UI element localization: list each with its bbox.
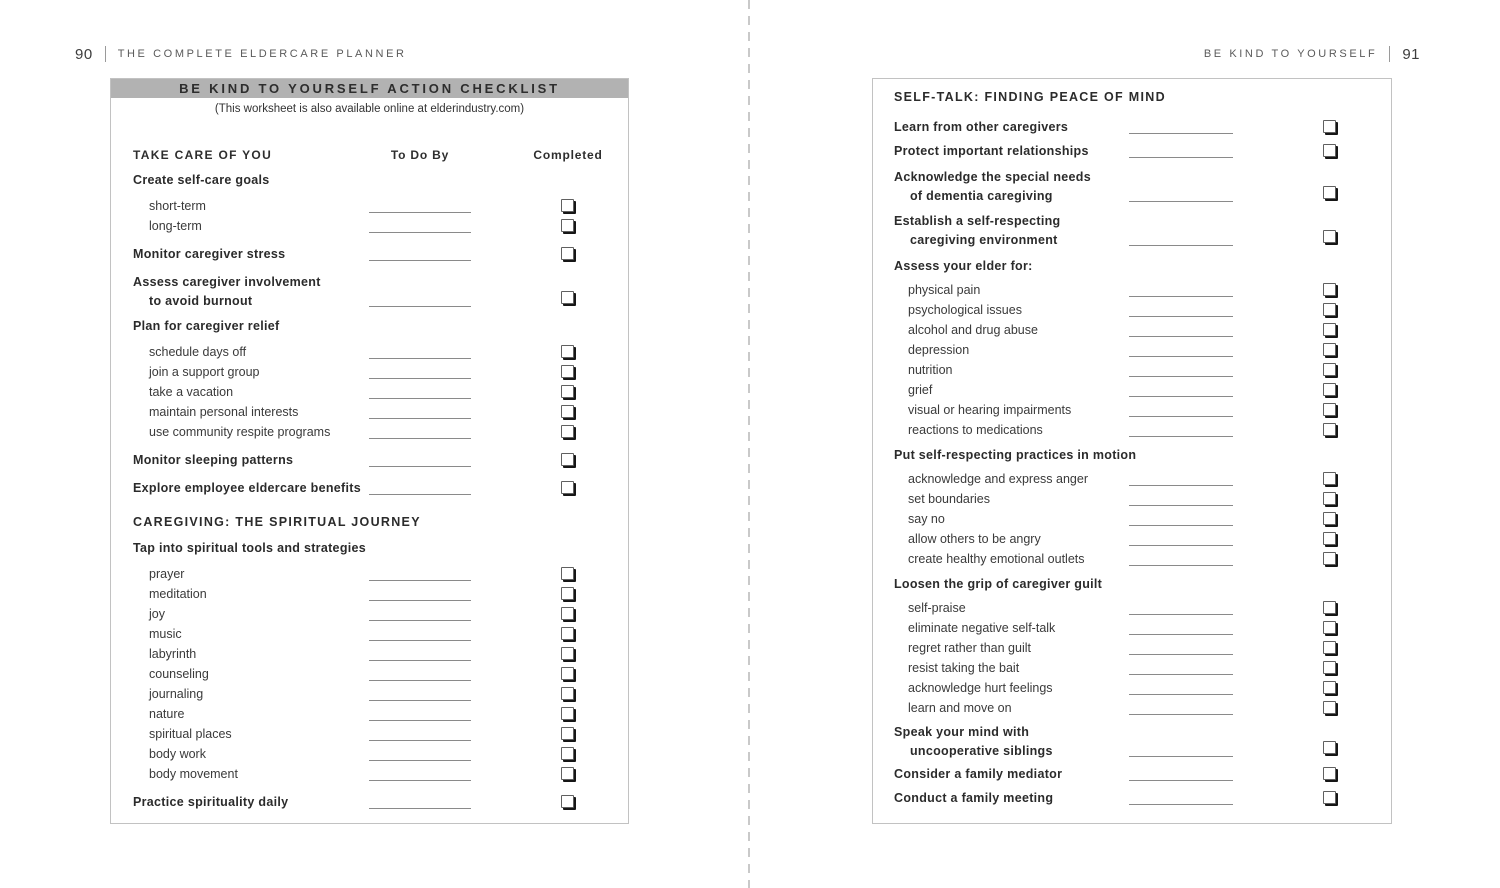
completed-checkbox[interactable]	[1323, 601, 1336, 614]
checklist-item-label: Put self-respecting practices in motion	[894, 448, 1137, 462]
todo-by-blank-line[interactable]	[369, 680, 471, 681]
checklist-item-label: grief	[908, 383, 933, 397]
todo-by-blank-line[interactable]	[1129, 804, 1233, 805]
right-running-head	[1204, 44, 1420, 64]
checklist-item-label: nature	[149, 707, 185, 721]
checklist-row	[111, 316, 628, 336]
checklist-row	[873, 360, 1391, 380]
completed-checkbox[interactable]	[1323, 791, 1336, 804]
checklist-item-label: CAREGIVING: THE SPIRITUAL JOURNEY	[133, 515, 421, 529]
completed-checkbox[interactable]	[1323, 767, 1336, 780]
checklist-item-label: Monitor sleeping patterns	[133, 453, 294, 467]
todo-by-blank-line[interactable]	[1129, 336, 1233, 337]
todo-by-blank-line[interactable]	[369, 438, 471, 439]
completed-checkbox[interactable]	[1323, 120, 1336, 133]
checklist-row	[873, 574, 1391, 594]
checklist-row	[111, 382, 628, 402]
completed-checkbox[interactable]	[561, 687, 574, 700]
todo-by-blank-line[interactable]	[1129, 157, 1233, 158]
running-head-separator	[105, 46, 106, 62]
checklist-row	[873, 380, 1391, 400]
checklist-item-label: use community respite programs	[149, 425, 331, 439]
checklist-item-label: Monitor caregiver stress	[133, 247, 286, 261]
checklist-row	[873, 280, 1391, 300]
checklist-item-label: labyrinth	[149, 647, 197, 661]
checklist-item-label: Acknowledge the special needs of dementia caregiving	[894, 170, 1091, 203]
completed-checkbox[interactable]	[561, 425, 574, 438]
checklist-row	[873, 167, 1391, 205]
checklist-item-label: body work	[149, 747, 206, 761]
completed-checkbox[interactable]	[561, 453, 574, 466]
checklist-item-label: reactions to medications	[908, 423, 1043, 437]
checklist-item-label: Learn from other caregivers	[894, 120, 1069, 134]
checklist-item-label: Explore employee eldercare benefits	[133, 481, 361, 495]
checklist-row	[111, 216, 628, 236]
checklist-row	[111, 244, 628, 264]
checklist-item-label: Practice spirituality daily	[133, 795, 289, 809]
checklist-item-label: maintain personal interests	[149, 405, 299, 419]
completed-checkbox[interactable]	[561, 405, 574, 418]
checklist-item-label: Assess your elder for:	[894, 259, 1033, 273]
todo-by-blank-line[interactable]	[369, 720, 471, 721]
checklist-row	[111, 604, 628, 624]
left-checklist-rows	[111, 79, 628, 812]
todo-by-blank-line[interactable]	[369, 398, 471, 399]
todo-by-blank-line[interactable]	[1129, 756, 1233, 757]
checklist-item-label: Speak your mind with uncooperative siblings	[894, 725, 1053, 758]
todo-by-blank-line[interactable]	[1129, 654, 1233, 655]
todo-by-blank-line[interactable]	[369, 660, 471, 661]
todo-by-blank-line[interactable]	[1129, 296, 1233, 297]
todo-by-blank-line[interactable]	[369, 358, 471, 359]
checklist-row	[873, 722, 1391, 760]
checklist-row	[873, 598, 1391, 618]
todo-by-blank-line[interactable]	[369, 640, 471, 641]
completed-checkbox[interactable]	[561, 481, 574, 494]
todo-by-blank-line[interactable]	[1129, 485, 1233, 486]
completed-checkbox[interactable]	[561, 345, 574, 358]
completed-checkbox[interactable]	[1323, 661, 1336, 674]
completed-checkbox[interactable]	[561, 567, 574, 580]
completed-checkbox[interactable]	[561, 607, 574, 620]
left-running-head-title: THE COMPLETE ELDERCARE PLANNER	[117, 48, 407, 60]
checklist-row	[873, 400, 1391, 420]
checklist-row	[873, 788, 1391, 808]
checklist-item-label: acknowledge and express anger	[908, 472, 1088, 486]
checklist-item-label: learn and move on	[908, 701, 1012, 715]
checklist-item-label: Protect important relationships	[894, 144, 1089, 158]
todo-by-blank-line[interactable]	[1129, 133, 1233, 134]
checklist-item-label: join a support group	[149, 365, 260, 379]
todo-by-blank-line[interactable]	[1129, 316, 1233, 317]
completed-checkbox[interactable]	[1323, 383, 1336, 396]
checklist-row	[111, 342, 628, 362]
worksheet-subtitle: (This worksheet is also available online at elderindustry.com)	[214, 103, 525, 115]
column-header-take-care-of-you: TAKE CARE OF YOU	[133, 148, 273, 162]
todo-by-blank-line[interactable]	[369, 466, 471, 467]
checklist-item-label: Establish a self-respecting caregiving environment	[894, 214, 1061, 247]
checklist-row	[111, 512, 628, 532]
checklist-item-label: joy	[149, 607, 165, 621]
completed-checkbox[interactable]	[1323, 472, 1336, 485]
checklist-item-label: visual or hearing impairments	[908, 403, 1072, 417]
checklist-item-label: set boundaries	[908, 492, 991, 506]
checklist-row	[111, 704, 628, 724]
checklist-row	[111, 422, 628, 442]
todo-by-blank-line[interactable]	[1129, 614, 1233, 615]
completed-checkbox[interactable]	[561, 587, 574, 600]
completed-checkbox[interactable]	[1323, 230, 1336, 243]
completed-checkbox[interactable]	[1323, 144, 1336, 157]
checklist-row	[873, 549, 1391, 569]
checklist-row	[111, 664, 628, 684]
completed-checkbox[interactable]	[1323, 641, 1336, 654]
running-head-separator	[1389, 46, 1390, 62]
todo-by-blank-line[interactable]	[1129, 694, 1233, 695]
completed-checkbox[interactable]	[561, 199, 574, 212]
checklist-item-label: physical pain	[908, 283, 981, 297]
completed-checkbox[interactable]	[561, 219, 574, 232]
todo-by-blank-line[interactable]	[369, 808, 471, 809]
checklist-row	[111, 684, 628, 704]
checklist-row	[111, 538, 628, 558]
completed-checkbox[interactable]	[1323, 492, 1336, 505]
checklist-item-label: regret rather than guilt	[908, 641, 1031, 655]
page-gutter-divider	[748, 0, 750, 888]
checklist-row	[873, 420, 1391, 440]
checklist-item-label: short-term	[149, 199, 206, 213]
checklist-row	[873, 141, 1391, 161]
checklist-item-label: Tap into spiritual tools and strategies	[133, 541, 367, 555]
checklist-row	[111, 478, 628, 498]
completed-checkbox[interactable]	[1323, 681, 1336, 694]
checklist-item-label: create healthy emotional outlets	[908, 552, 1085, 566]
completed-checkbox[interactable]	[561, 747, 574, 760]
checklist-row	[111, 792, 628, 812]
completed-checkbox[interactable]	[1323, 303, 1336, 316]
checklist-item-label: music	[149, 627, 182, 641]
checklist-row	[873, 340, 1391, 360]
completed-checkbox[interactable]	[1323, 363, 1336, 376]
checklist-row	[873, 509, 1391, 529]
checklist-row	[111, 272, 628, 310]
completed-checkbox[interactable]	[1323, 283, 1336, 296]
completed-checkbox[interactable]	[561, 247, 574, 260]
completed-checkbox[interactable]	[561, 365, 574, 378]
checklist-row	[111, 644, 628, 664]
todo-by-blank-line[interactable]	[369, 418, 471, 419]
checklist-row	[873, 638, 1391, 658]
completed-checkbox[interactable]	[561, 385, 574, 398]
checklist-item-label: alcohol and drug abuse	[908, 323, 1038, 337]
checklist-row	[873, 698, 1391, 718]
completed-checkbox[interactable]	[561, 667, 574, 680]
checklist-item-label: Conduct a family meeting	[894, 791, 1054, 805]
checklist-row	[111, 170, 628, 190]
checklist-row	[111, 744, 628, 764]
checklist-row	[111, 402, 628, 422]
completed-checkbox[interactable]	[1323, 532, 1336, 545]
todo-by-blank-line[interactable]	[1129, 714, 1233, 715]
column-header-completed: Completed	[533, 148, 603, 162]
completed-checkbox[interactable]	[1323, 186, 1336, 199]
checklist-item-label: allow others to be angry	[908, 532, 1041, 546]
completed-checkbox[interactable]	[1323, 343, 1336, 356]
left-running-head	[75, 44, 407, 64]
checklist-item-label: Assess caregiver involvement to avoid burnout	[133, 275, 321, 308]
checklist-row	[873, 469, 1391, 489]
todo-by-blank-line[interactable]	[369, 212, 471, 213]
completed-checkbox[interactable]	[1323, 423, 1336, 436]
checklist-row	[873, 256, 1391, 276]
checklist-row	[111, 450, 628, 470]
completed-checkbox[interactable]	[1323, 701, 1336, 714]
checklist-item-label: self-praise	[908, 601, 966, 615]
completed-checkbox[interactable]	[1323, 552, 1336, 565]
checklist-item-label: Create self-care goals	[133, 173, 270, 187]
checklist-item-label: psychological issues	[908, 303, 1022, 317]
completed-checkbox[interactable]	[561, 647, 574, 660]
checklist-item-label: eliminate negative self-talk	[908, 621, 1056, 635]
checklist-item-label: long-term	[149, 219, 202, 233]
todo-by-blank-line[interactable]	[369, 780, 471, 781]
right-checklist-rows	[873, 79, 1391, 810]
todo-by-blank-line[interactable]	[369, 760, 471, 761]
todo-by-blank-line[interactable]	[369, 260, 471, 261]
right-running-head-title: BE KIND TO YOURSELF	[1203, 48, 1378, 60]
todo-by-blank-line[interactable]	[369, 740, 471, 741]
todo-by-blank-line[interactable]	[1129, 674, 1233, 675]
completed-checkbox[interactable]	[561, 795, 574, 808]
checklist-row	[111, 196, 628, 216]
checklist-item-label: Loosen the grip of caregiver guilt	[894, 577, 1103, 591]
right-worksheet-box	[872, 78, 1392, 824]
checklist-item-label: prayer	[149, 567, 185, 581]
todo-by-blank-line[interactable]	[1129, 436, 1233, 437]
checklist-row	[873, 445, 1391, 465]
worksheet-title: BE KIND TO YOURSELF ACTION CHECKLIST	[111, 79, 628, 98]
todo-by-blank-line[interactable]	[1129, 780, 1233, 781]
todo-by-blank-line[interactable]	[369, 620, 471, 621]
checklist-row	[111, 624, 628, 644]
checklist-item-label: Plan for caregiver relief	[133, 319, 280, 333]
completed-checkbox[interactable]	[1323, 403, 1336, 416]
todo-by-blank-line[interactable]	[369, 580, 471, 581]
checklist-item-label: take a vacation	[149, 385, 234, 399]
checklist-item-label: say no	[908, 512, 945, 526]
completed-checkbox[interactable]	[1323, 323, 1336, 336]
todo-by-blank-line[interactable]	[1129, 245, 1233, 246]
checklist-row	[873, 678, 1391, 698]
checklist-row	[873, 529, 1391, 549]
todo-by-blank-line[interactable]	[369, 700, 471, 701]
checklist-row	[873, 320, 1391, 340]
left-page-number: 90	[75, 45, 93, 63]
todo-by-blank-line[interactable]	[1129, 634, 1233, 635]
completed-checkbox[interactable]	[561, 627, 574, 640]
checklist-item-label: depression	[908, 343, 970, 357]
todo-by-blank-line[interactable]	[369, 378, 471, 379]
completed-checkbox[interactable]	[561, 727, 574, 740]
completed-checkbox[interactable]	[561, 707, 574, 720]
checklist-row	[111, 724, 628, 744]
checklist-item-label: body movement	[149, 767, 238, 781]
completed-checkbox[interactable]	[1323, 741, 1336, 754]
checklist-item-label: spiritual places	[149, 727, 232, 741]
todo-by-blank-line[interactable]	[1129, 201, 1233, 202]
right-page-number: 91	[1402, 45, 1420, 63]
checklist-item-label: nutrition	[908, 363, 953, 377]
checklist-item-label: schedule days off	[149, 345, 247, 359]
todo-by-blank-line[interactable]	[1129, 525, 1233, 526]
todo-by-blank-line[interactable]	[369, 494, 471, 495]
completed-checkbox[interactable]	[561, 767, 574, 780]
checklist-item-label: meditation	[149, 587, 207, 601]
column-header-to-do-by: To Do By	[390, 148, 450, 162]
todo-by-blank-line[interactable]	[1129, 505, 1233, 506]
checklist-row	[111, 584, 628, 604]
checklist-item-label: counseling	[149, 667, 209, 681]
todo-by-blank-line[interactable]	[1129, 416, 1233, 417]
checklist-row	[873, 658, 1391, 678]
checklist-row	[873, 117, 1391, 137]
completed-checkbox[interactable]	[1323, 621, 1336, 634]
checklist-row	[873, 764, 1391, 784]
todo-by-blank-line[interactable]	[1129, 376, 1233, 377]
todo-by-blank-line[interactable]	[369, 306, 471, 307]
todo-by-blank-line[interactable]	[1129, 565, 1233, 566]
completed-checkbox[interactable]	[561, 291, 574, 304]
left-worksheet-box	[110, 78, 629, 824]
todo-by-blank-line[interactable]	[369, 600, 471, 601]
todo-by-blank-line[interactable]	[1129, 545, 1233, 546]
todo-by-blank-line[interactable]	[1129, 356, 1233, 357]
completed-checkbox[interactable]	[1323, 512, 1336, 525]
checklist-row	[873, 87, 1391, 107]
checklist-item-label: journaling	[149, 687, 204, 701]
checklist-row	[873, 300, 1391, 320]
todo-by-blank-line[interactable]	[369, 232, 471, 233]
checklist-row	[873, 211, 1391, 249]
checklist-row	[873, 618, 1391, 638]
checklist-item-label: resist taking the bait	[908, 661, 1020, 675]
checklist-row	[111, 564, 628, 584]
checklist-row	[111, 362, 628, 382]
checklist-item-label: SELF-TALK: FINDING PEACE OF MIND	[894, 90, 1166, 104]
checklist-item-label: acknowledge hurt feelings	[908, 681, 1053, 695]
checklist-item-label: Consider a family mediator	[894, 767, 1063, 781]
checklist-row	[111, 764, 628, 784]
todo-by-blank-line[interactable]	[1129, 396, 1233, 397]
checklist-row	[873, 489, 1391, 509]
